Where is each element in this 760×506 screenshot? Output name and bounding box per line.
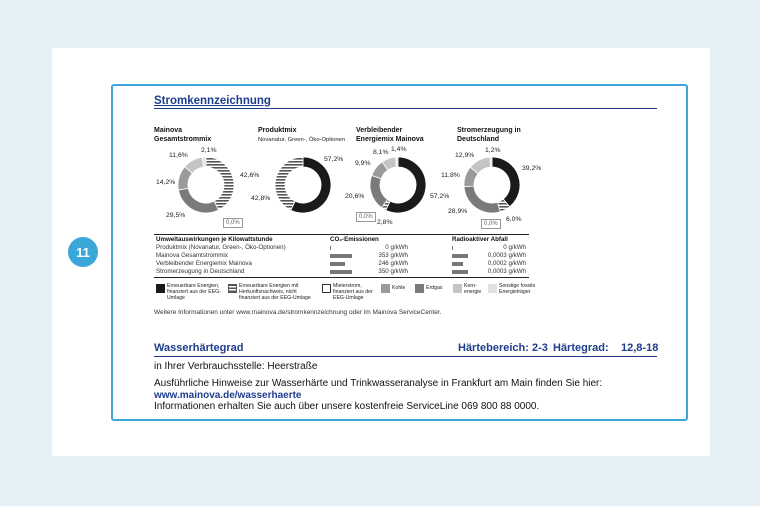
waste-bar: [452, 270, 468, 274]
slice-label: 28,9%: [448, 208, 468, 215]
table-cell: Verbleibender Energiemix Mainova: [156, 260, 252, 267]
chart-title-3: Verbleibender Energiemix Mainova: [356, 127, 424, 143]
table-cell: 0,0002 g/kWh: [487, 260, 526, 267]
slice-label: 11,8%: [441, 172, 460, 179]
chart-title-1: Mainova Gesamtstrommix: [154, 127, 212, 143]
donut-slice: [492, 157, 520, 207]
slice-label: 1,4%: [391, 146, 407, 153]
table-cell: 353 g/kWh: [378, 252, 408, 259]
donut-slice: [178, 188, 218, 213]
table-header: CO₂-Emissionen: [330, 236, 379, 243]
waste-bar: [452, 246, 453, 250]
table-cell: Stromerzeugung in Deutschland: [156, 268, 245, 275]
waste-bar: [452, 254, 468, 258]
hardness-range: Härtebereich: 2-3: [458, 342, 548, 354]
legend-swatch: [156, 284, 165, 293]
slice-label: 57,2%: [324, 156, 344, 163]
water-rule: [154, 356, 657, 357]
legend-swatch: [381, 284, 390, 293]
waste-bar: [452, 262, 463, 266]
legend-label: Kohle: [392, 285, 406, 291]
chart-title-4: Stromerzeugung in Deutschland: [457, 127, 521, 143]
donut-slice: [396, 157, 398, 167]
donut-chart-produktmix: [273, 155, 333, 215]
legend-swatch: [488, 284, 497, 293]
slice-label: 20,6%: [345, 193, 365, 200]
legend-label: Mieterstrom, finanziert aus der EEG-Umlage: [333, 283, 373, 301]
info-text: Weitere Informationen unter www.mainova.de/stromkennzeichnung oder im Mainova ServiceCenter.: [154, 309, 442, 316]
legend-swatch: [453, 284, 462, 293]
slice-label: 42,6%: [240, 172, 260, 179]
co2-bar: [330, 270, 352, 274]
slice-label: 42,8%: [251, 195, 271, 202]
slice-label: 2,1%: [201, 147, 217, 154]
slice-label: 29,5%: [166, 212, 186, 219]
legend-swatch: [322, 284, 331, 293]
section-title: Stromkennzeichnung: [154, 95, 271, 107]
legend-label: Erdgas: [426, 285, 443, 291]
slice-label: 12,9%: [455, 152, 475, 159]
donut-slice: [464, 186, 500, 213]
table-rule-top: [154, 234, 529, 235]
chart-subtitle-2: Novanatur, Green-, Öko-Optionen: [258, 137, 345, 143]
legend-label: Erneuerbare Energien mit Herkunftsnachweis, nicht finanziert aus der EEG-Umlage: [239, 283, 311, 301]
donut-chart-verbleibender-mix: [368, 155, 428, 215]
donut-slice: [370, 175, 387, 207]
donut-slice: [206, 157, 234, 210]
zero-label: 0,0%: [481, 219, 501, 229]
table-cell: Mainova Gesamtstrommix: [156, 252, 228, 259]
legend-swatch: [415, 284, 424, 293]
legend-label: Erneuerbare Energien, finanziert aus der EEG-Umlage: [167, 283, 221, 301]
slice-label: 14,2%: [156, 179, 176, 186]
slice-label: 57,2%: [430, 193, 450, 200]
legend-swatch: [228, 284, 237, 293]
location-text: in Ihrer Verbrauchsstelle: Heerstraße: [154, 361, 318, 372]
hardness-degree-label: Härtegrad:: [553, 342, 609, 354]
co2-bar: [330, 262, 345, 266]
table-header: Umweltauswirkungen je Kilowattstunde: [156, 236, 273, 243]
zero-label: 0,0%: [223, 218, 243, 228]
slice-label: 39,2%: [522, 165, 542, 172]
slice-label: 1,2%: [485, 147, 501, 154]
water-link[interactable]: www.mainova.de/wasserhaerte: [154, 390, 302, 401]
donut-chart-gesamtstrommix: [176, 155, 236, 215]
hint-text: Ausführliche Hinweise zur Wasserhärte und Trinkwasseranalyse in Frankfurt am Main finden Sie hier:: [154, 378, 603, 389]
table-cell: 350 g/kWh: [378, 268, 408, 275]
slice-label: 8,1%: [373, 149, 389, 156]
table-rule-bottom: [154, 277, 529, 278]
section-rule: [154, 108, 657, 109]
table-cell: 0,0003 g/kWh: [487, 268, 526, 275]
donut-chart-deutschland: [462, 155, 522, 215]
chart-title-2: Produktmix: [258, 127, 297, 134]
water-title: Wasserhärtegrad: [154, 342, 244, 354]
service-text: Informationen erhalten Sie auch über unsere kostenfreie ServiceLine 069 800 88 0000.: [154, 401, 540, 412]
slice-label: 11,6%: [169, 152, 188, 159]
legend-label: Sonstige fossile Energieträger: [499, 283, 536, 295]
table-cell: Produktmix (Novanatur, Green-, Öko-Optionen): [156, 244, 286, 251]
co2-bar: [330, 254, 352, 258]
table-cell: 0,0003 g/kWh: [487, 252, 526, 259]
slice-label: 9,9%: [355, 160, 371, 167]
table-cell: 0 g/kWh: [503, 244, 526, 251]
table-cell: 246 g/kWh: [378, 260, 408, 267]
zero-label: 0,0%: [356, 212, 376, 222]
page-number-badge: 11: [68, 237, 98, 267]
slice-label: 2,8%: [377, 219, 393, 226]
legend-label: Kern- energie: [464, 283, 482, 295]
co2-bar: [330, 246, 331, 250]
slice-label: 6,0%: [506, 216, 522, 223]
table-cell: 0 g/kWh: [385, 244, 408, 251]
donut-slice: [490, 157, 492, 167]
table-header: Radioaktiver Abfall: [452, 236, 508, 243]
hardness-degree-value: 12,8-18: [621, 342, 659, 354]
